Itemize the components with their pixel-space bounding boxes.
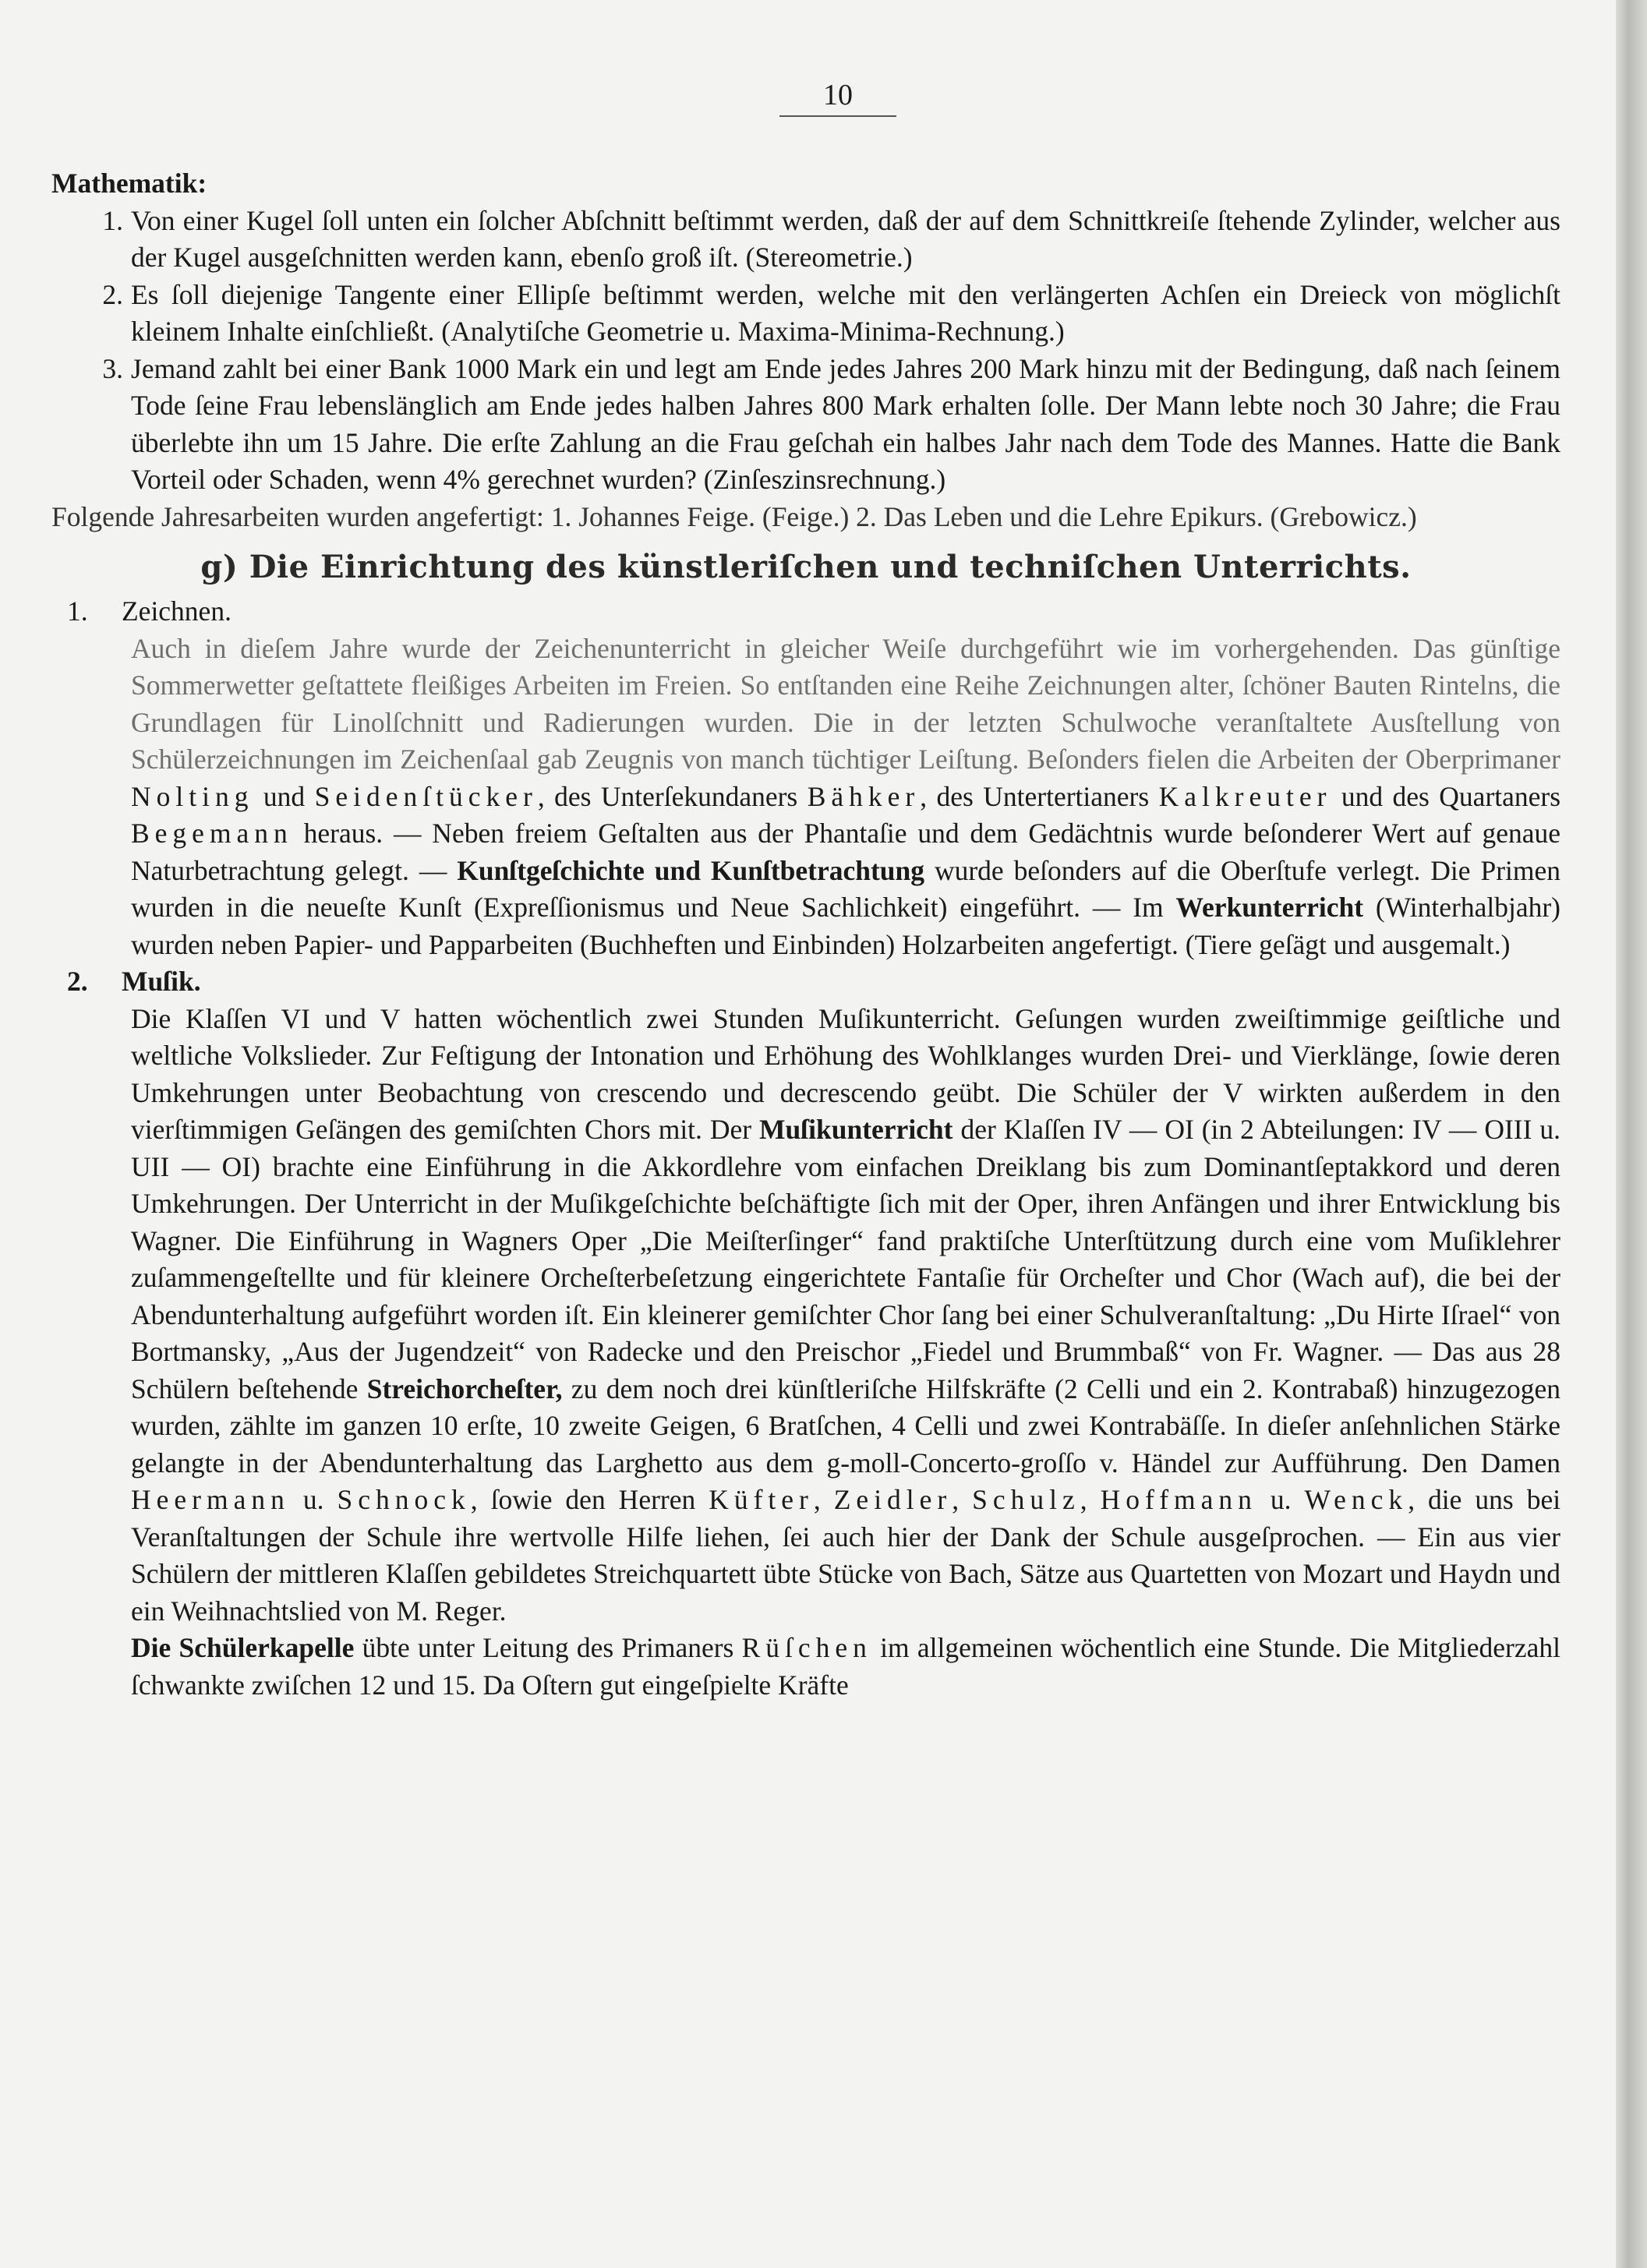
text-run: der Klaſſen IV — OI (in 2 Abteilungen: IV — OIII u. UII — OI) brachte eine Einführung in die Akkordlehre vom einfachen Dreiklang bis zum Dominantſeptakkord und deren Umkehrungen. Der Unterricht in der Muſikgeſchichte beſchäftigte ſich mit der Oper, ihren Anfängen und ihrer Entwicklung bis Wagner. Die Einführung in Wagners Oper „Die Meiſterſinger“ fand praktiſche Unterſtützung durch eine vom Muſiklehrer zuſammengeſtellte und für kleinere Orcheſterbeſetzung eingerichtete Fantaſie für Orcheſter und Chor (Wach auf), die bei der Abendunterhaltung aufgeführt worden iſt. Ein kleinerer gemiſchter Chor ſang bei einer Schulveranſtaltung: „Du Hirte Iſrael“ von Bortmansky, „Aus der Jugendzeit“ von Radecke und den Preischor „Fiedel und Brummbaß“ von Fr. Wagner. — Das aus 28 Schülern beſtehende (131, 1114, 1560, 1404)
task-text: Von einer Kugel ſoll unten ein ſolcher Abſchnitt beſtimmt werden, daß der auf dem Schnittkreiſe ſtehende Zylinder, welcher aus der Kugel ausgeſchnitten werden kann, ebenſo groß iſt. (Stereometrie.) (131, 204, 1560, 273)
person-name: Küfter (709, 1484, 814, 1515)
musik-paragraph-2 (51, 1630, 1560, 1704)
text-run: Auch in dieſem Jahre wurde der Zeichenunterricht in gleicher Weiſe durchgeführt wie im vorhergehenden. Das günſtige Sommerwetter geſtattete fleißiges Arbeiten im Freien. So entſtanden eine Reihe Zeichnungen alter, ſchöner Bauten Rintelns, die Grundlagen für Linolſchnitt und Radierungen wurden. Die in der letzten Schulwoche veranſtaltete Ausſtellung von Schülerzeichnungen im Zeichenſaal gab Zeugnis von manch tüchtiger Leiſtung. Beſonders fielen die Arbeiten der Oberprimaner (131, 632, 1560, 775)
zeichnen-paragraph (51, 631, 1560, 964)
page-edge-shadow (1616, 0, 1647, 2268)
musik-paragraph-1 (51, 1001, 1560, 1630)
zeichnen-label: Zeichnen. (122, 595, 231, 627)
musik-label: Muſik. (122, 966, 201, 997)
jahresarbeiten-paragraph: Folgende Jahresarbeiten wurden angefertigt: 1. Johannes Feige. (Feige.) 2. Das Leben und die Lehre Epikurs. (Grebowicz.) (51, 500, 1417, 532)
person-name: Kalkreuter (1158, 780, 1332, 812)
bold-term: Werkunterricht (1175, 892, 1364, 923)
text-run: und (253, 780, 315, 812)
mathematik-heading: Mathematik: (51, 168, 207, 199)
task-text: Jemand zahlt bei einer Bank 1000 Mark ein und legt am Ende jedes Jahres 200 Mark hinzu mit der Bedingung, daß nach ſeinem Tode ſeine Frau lebenslänglich am Ende jedes halben Jahres 800 Mark erhalten ſolle. Der Mann lebte noch 30 Jahre; die Frau überlebte ihn um 15 Jahre. Die erſte Zahlung an die Frau geſchah ein halbes Jahr nach dem Tode des Mannes. Hatte die Bank Vorteil oder Schaden, wenn 4% gerechnet wurden? (Zinſeszinsrechnung.) (131, 352, 1560, 495)
text-run: , (952, 1484, 973, 1515)
text-run: Die Klaſſen VI und V hatten wöchentlich zwei Stunden Muſikunterricht. Geſungen wurden zweiſtimmige geiſtliche und weltliche Volkslieder. Zur Feſtigung der Intonation und Erhöhung des Wohlklanges wurden Drei- und Vierklänge, ſowie deren Umkehrungen unter Beobachtung von crescendo und decrescendo geübt. Die Schüler der V wirkten außerdem in den vierſtimmigen Geſängen des gemiſchten Chors mit. Der (131, 1002, 1560, 1145)
zeichnen-title (51, 593, 1560, 631)
text-run: , ſowie den Herren (470, 1484, 709, 1515)
mathematik-task-1 (51, 203, 1560, 277)
bold-term: Kunſtgeſchichte und Kunſtbetrachtung (457, 854, 925, 886)
page-content (51, 165, 1560, 1704)
person-name: Bähker (807, 780, 921, 812)
mathematik-task-3 (51, 351, 1560, 499)
section-g-heading: g) Die Einrichtung des künstleriſchen und techniſchen Unterrichts. (200, 549, 1412, 585)
musik-title (51, 963, 1560, 1001)
person-name: Rüſchen (741, 1632, 872, 1663)
bold-term: Muſikunterricht (759, 1114, 953, 1145)
zeichnen-number: 1. (67, 595, 88, 627)
text-run: und des Quartaners (1331, 780, 1561, 812)
text-run: wurde beſonders auf die Oberſtufe verlegt. Die Primen wurden in die neueſte Kunſt (Expreſſionismus und Neue Sachlichkeit) eingeführt. — Im (131, 854, 1560, 923)
person-name: Zeidler (833, 1484, 953, 1515)
person-name: Hoffmann (1100, 1484, 1257, 1515)
bold-term: Die Schülerkapelle (131, 1632, 355, 1663)
person-name: Schnock (337, 1484, 471, 1515)
bold-term: Streichorcheſter, (366, 1372, 563, 1404)
text-run: u. (289, 1484, 338, 1515)
task-number: 2. (102, 278, 123, 310)
person-name: Wenck (1304, 1484, 1408, 1515)
text-run: u. (1256, 1484, 1305, 1515)
mathematik-task-list (51, 203, 1560, 499)
text-run: (Winterhalbjahr) wurden neben Papier- und Papparbeiten (Buchheften und Einbinden) Holzarbeiten angefertigt. (Tiere geſägt und ausgemalt.) (131, 892, 1560, 960)
mathematik-task-2 (51, 277, 1560, 351)
task-text: Es ſoll diejenige Tangente einer Ellipſe beſtimmt werden, welche mit den verlängerten Achſen ein Dreieck von möglichſt kleinem Inhalte einſchließt. (Analytiſche Geometrie u. Maxima-Minima-Rechnung.) (131, 278, 1560, 347)
person-name: Heermann (131, 1484, 290, 1515)
text-run: , des Untertertianers (920, 780, 1159, 812)
text-run: übte unter Leitung des Primaners (354, 1632, 742, 1663)
task-number: 1. (102, 204, 123, 236)
text-run: im allgemeinen wöchentlich eine Stunde. Die Mitgliederzahl ſchwankte zwiſchen 12 und 15. Da Oſtern gut eingeſpielte Kräfte (131, 1632, 1560, 1701)
person-name: Schulz (972, 1484, 1080, 1515)
text-run: zu dem noch drei künſtleriſche Hilfskräfte (2 Celli und ein 2. Kontrabaß) hinzugezogen wurden, zählte im ganzen 10 erſte, 10 zweite Geigen, 6 Bratſchen, 4 Celli und zwei Kontrabäſſe. In dieſer anſehnlichen Stärke gelangte in der Abendunterhaltung das Larghetto aus dem g-moll-Concerto-groſſo v. Händel zur Aufführung. Den Damen (131, 1372, 1560, 1478)
task-number: 3. (102, 352, 123, 384)
person-name: Begemann (131, 818, 293, 849)
page-number: 10 (779, 78, 896, 117)
musik-number: 2. (67, 966, 88, 997)
person-name: Seidenſtücker (314, 780, 538, 812)
text-run: , (813, 1484, 834, 1515)
text-run: , (1080, 1484, 1101, 1515)
text-run: heraus. — Neben freiem Geſtalten aus der Phantaſie und dem Gedächtnis wurde beſonderer Wert auf genaue Naturbetrachtung gelegt. — (131, 818, 1560, 886)
text-run: , des Unterſekundaners (537, 780, 808, 812)
person-name: Nolting (131, 780, 254, 812)
text-run: , die uns bei Veranſtaltungen der Schule ihre wertvolle Hilfe liehen, ſei auch hier der Dank der Schule ausgeſprochen. — Ein aus vier Schülern der mittleren Klaſſen gebildetes Streichquartett übte Stücke von Bach, Sätze aus Quartetten von Mozart und Haydn und ein Weihnachtslied von M. Reger. (131, 1484, 1561, 1627)
